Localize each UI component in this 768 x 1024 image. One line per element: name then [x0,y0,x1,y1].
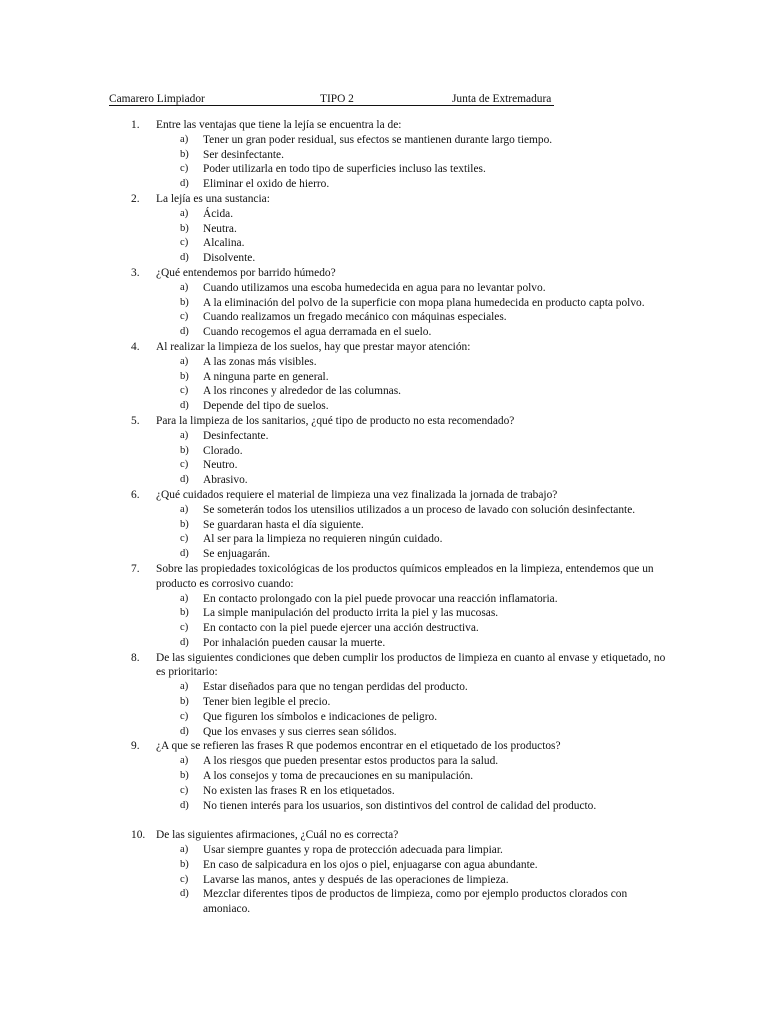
option-text: Usar siempre guantes y ropa de protección adecuada para limpiar. [203,844,503,857]
answer-option [131,251,671,266]
answer-options [131,592,671,651]
option-text: A los rincones y alrededor de las columnas. [203,385,402,398]
answer-options [131,754,671,813]
option-text: Poder utilizarla en todo tipo de superficies incluso las textiles. [203,163,486,176]
option-text: Abrasivo. [203,474,248,487]
option-text: Que figuren los símbolos e indicaciones de peligro. [203,710,438,723]
option-text: Al ser para la limpieza no requieren ningún cuidado. [203,533,443,546]
question-list [131,118,671,917]
answer-option [131,177,671,192]
question-item [131,651,671,740]
question-number: 9. [131,740,140,753]
header-type: TIPO 2 [320,93,354,105]
option-text: Se enjuagarán. [203,548,271,561]
question-text: ¿Qué cuidados requiere el material de limpieza una vez finalizada la jornada de trabajo? [156,488,558,501]
option-text: Tener un gran poder residual, sus efectos se mantienen durante largo tiempo. [203,133,553,146]
option-letter: c) [180,311,189,323]
answer-option [131,207,671,222]
option-letter: d) [180,326,189,338]
question-item [131,828,671,917]
question-number: 8. [131,651,140,664]
answer-option [131,473,671,488]
option-text: Ácida. [203,207,234,220]
option-letter: b) [180,858,189,870]
option-text: Disolvente. [203,252,256,265]
option-text: En caso de salpicadura en los ojos o piel, enjuagarse con agua abundante. [203,858,538,871]
answer-option [131,310,671,325]
question-item [131,192,671,266]
question-number: 10. [131,829,146,842]
question-number: 5. [131,414,140,427]
answer-option [131,518,671,533]
answer-option [131,606,671,621]
question-item [131,562,671,651]
answer-option [131,592,671,607]
answer-options [131,355,671,414]
option-letter: d) [180,252,189,264]
answer-option [131,236,671,251]
option-letter: b) [180,296,189,308]
option-letter: d) [180,474,189,486]
answer-option [131,370,671,385]
answer-option [131,458,671,473]
option-text: Estar diseñados para que no tengan perdidas del producto. [203,681,468,694]
option-text: Eliminar el oxido de hierro. [203,178,330,191]
option-text: Clorado. [203,444,243,457]
answer-options [131,133,671,192]
question-number: 1. [131,119,140,131]
answer-options [131,207,671,266]
option-text: Alcalina. [203,237,245,250]
option-letter: c) [180,385,189,397]
option-letter: b) [180,222,189,234]
option-letter: a) [180,755,189,767]
option-letter: a) [180,355,189,367]
option-letter: a) [180,429,189,441]
option-text: Por inhalación pueden causar la muerte. [203,636,386,649]
option-letter: d) [180,636,189,648]
option-letter: c) [180,710,189,722]
option-text: Mezclar diferentes tipos de productos de limpieza, como por ejemplo productos clorados con amoniaco. [203,888,628,916]
option-letter: c) [180,237,189,249]
answer-option [131,162,671,177]
answer-option [131,148,671,163]
option-letter: c) [180,784,189,796]
answer-option [131,843,671,858]
option-letter: b) [180,770,189,782]
option-text: Ser desinfectante. [203,148,284,161]
answer-option [131,754,671,769]
answer-option [131,858,671,873]
option-letter: d) [180,725,189,737]
option-text: A las zonas más visibles. [203,355,317,368]
option-letter: a) [180,207,189,219]
option-letter: d) [180,799,189,811]
option-text: Cuando utilizamos una escoba humedecida en agua para no levantar polvo. [203,281,546,294]
answer-option [131,384,671,399]
answer-option [131,429,671,444]
answer-option [131,222,671,237]
question-text: Al realizar la limpieza de los suelos, hay que prestar mayor atención: [156,340,471,353]
option-text: Neutro. [203,459,238,472]
question-item [131,266,671,340]
answer-options [131,680,671,739]
answer-options [131,503,671,562]
option-letter: b) [180,370,189,382]
header-institution: Junta de Extremadura [452,93,552,105]
option-text: A la eliminación del polvo de la superficie con mopa plana humedecida en producto capta polvo. [203,296,645,309]
option-letter: b) [180,518,189,530]
question-item [131,488,671,562]
question-text: ¿A que se refieren las frases R que podemos encontrar en el etiquetado de los productos? [156,740,561,753]
option-letter: a) [180,592,189,604]
question-number: 6. [131,488,140,501]
option-letter: b) [180,607,189,619]
option-text: En contacto prolongado con la piel puede provocar una reacción inflamatoria. [203,592,558,605]
option-text: Depende del tipo de suelos. [203,400,329,413]
answer-option [131,799,671,814]
answer-option [131,725,671,740]
option-text: Tener bien legible el precio. [203,696,331,709]
question-item [131,739,671,813]
option-text: A los riesgos que pueden presentar estos productos para la salud. [203,755,499,768]
answer-option [131,547,671,562]
option-letter: a) [180,133,189,145]
question-number: 2. [131,192,140,205]
question-number: 3. [131,266,140,279]
question-text: Entre las ventajas que tiene la lejía se encuentra la de: [156,119,402,131]
answer-option [131,503,671,518]
header-course: Camarero Limpiador [109,93,205,105]
answer-option [131,710,671,725]
answer-option [131,133,671,148]
answer-option [131,784,671,799]
option-letter: d) [180,400,189,412]
answer-option [131,887,671,917]
option-text: La simple manipulación del producto irrita la piel y las mucosas. [203,607,499,620]
option-letter: c) [180,873,189,885]
question-item [131,414,671,488]
option-text: Se someterán todos los utensilios utilizados a un proceso de lavado con solución desinfectante. [203,503,636,516]
option-text: A los consejos y toma de precauciones en su manipulación. [203,770,474,783]
answer-option [131,281,671,296]
option-letter: c) [180,163,189,175]
option-letter: a) [180,844,189,856]
option-text: Se guardaran hasta el día siguiente. [203,518,364,531]
answer-options [131,429,671,488]
answer-option [131,695,671,710]
option-text: Lavarse las manos, antes y después de las operaciones de limpieza. [203,873,509,886]
option-letter: c) [180,459,189,471]
option-letter: a) [180,681,189,693]
option-letter: b) [180,148,189,160]
option-text: No tienen interés para los usuarios, son distintivos del control de calidad del producto. [203,799,597,812]
answer-option [131,399,671,414]
question-text: De las siguientes condiciones que deben cumplir los productos de limpieza en cuanto al envase y etiquetado, no es prioritario: [156,651,666,679]
option-text: A ninguna parte en general. [203,370,329,383]
question-text: De las siguientes afirmaciones, ¿Cuál no es correcta? [156,829,399,842]
answer-option [131,532,671,547]
option-letter: c) [180,622,189,634]
question-text: Para la limpieza de los sanitarios, ¿qué tipo de producto no esta recomendado? [156,414,515,427]
option-text: Cuando recogemos el agua derramada en el suelo. [203,326,432,339]
question-text: ¿Qué entendemos por barrido húmedo? [156,266,336,279]
answer-option [131,680,671,695]
option-letter: d) [180,548,189,560]
question-text: Sobre las propiedades toxicológicas de los productos químicos empleados en la limpieza, entendemos que un producto es corrosivo cuando: [156,562,654,590]
option-text: Desinfectante. [203,429,269,442]
answer-option [131,444,671,459]
answer-option [131,621,671,636]
option-letter: a) [180,503,189,515]
answer-option [131,873,671,888]
answer-option [131,296,671,311]
question-item [131,118,671,192]
option-text: Que los envases y sus cierres sean sólidos. [203,725,397,738]
option-text: En contacto con la piel puede ejercer una acción destructiva. [203,622,479,635]
option-text: Cuando realizamos un fregado mecánico con máquinas especiales. [203,311,507,324]
question-item [131,340,671,414]
question-number: 7. [131,562,140,575]
header-underline [109,105,554,106]
option-text: Neutra. [203,222,237,235]
option-letter: b) [180,444,189,456]
answer-option [131,636,671,651]
option-letter: b) [180,696,189,708]
answer-options [131,843,671,917]
option-text: No existen las frases R en los etiquetados. [203,784,395,797]
question-text: La lejía es una sustancia: [156,192,270,205]
answer-options [131,281,671,340]
option-letter: c) [180,533,189,545]
option-letter: a) [180,281,189,293]
question-number: 4. [131,340,140,353]
question-spacer [131,813,671,828]
page-header [109,92,554,106]
answer-option [131,325,671,340]
answer-option [131,355,671,370]
answer-option [131,769,671,784]
option-letter: d) [180,888,189,900]
option-letter: d) [180,178,189,190]
